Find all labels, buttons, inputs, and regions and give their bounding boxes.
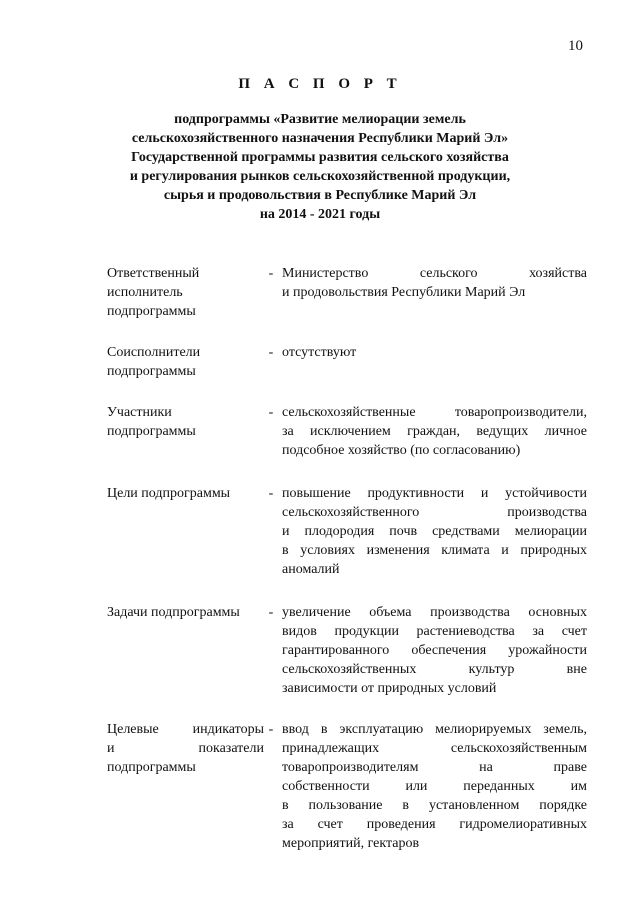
value-line: собственности или переданных им	[282, 779, 587, 794]
passport-row-responsible-executor	[107, 264, 587, 321]
row-label	[107, 264, 264, 321]
label-line: исполнитель	[107, 285, 183, 300]
row-label	[107, 343, 264, 381]
value-line: повышение продуктивности и устойчивости	[282, 486, 587, 501]
value-line: за исключением граждан, ведущих личное	[282, 424, 587, 439]
row-dash: -	[268, 405, 274, 420]
passport-table	[107, 264, 587, 871]
value-line: Министерство сельского хозяйства	[282, 266, 587, 281]
value-line: принадлежащих сельскохозяйственным	[282, 741, 587, 756]
passport-row-tasks	[107, 603, 587, 698]
value-line: сельскохозяйственного производства	[282, 505, 587, 520]
row-value	[278, 484, 587, 579]
label-line: Цели подпрограммы	[107, 486, 231, 501]
row-value	[278, 403, 587, 460]
subtitle-line: сырья и продовольствия в Республике Марий Эл	[163, 188, 477, 203]
row-dash: -	[268, 266, 274, 281]
subtitle-line: и регулирования рынков сельскохозяйственной продукции,	[129, 169, 511, 184]
value-line: мероприятий, гектаров	[282, 836, 420, 851]
row-value	[278, 603, 587, 698]
label-line: Участники	[107, 405, 172, 420]
subtitle-line: Государственной программы развития сельского хозяйства	[131, 150, 509, 165]
value-line: гарантированного обеспечения урожайности	[282, 643, 587, 658]
row-value	[278, 343, 587, 381]
value-line: сельскохозяйственные товаропроизводители,	[282, 405, 587, 420]
label-line: Соисполнители	[107, 345, 201, 360]
label-line: Задачи подпрограммы	[107, 605, 240, 620]
row-dash: -	[268, 722, 274, 737]
value-line: аномалий	[282, 562, 340, 577]
subtitle-line: на 2014 - 2021 годы	[259, 207, 381, 222]
row-value	[278, 720, 587, 853]
page-number: 10	[568, 38, 583, 54]
value-line: ввод в эксплуатацию мелиорируемых земель,	[282, 722, 587, 737]
passport-row-indicators	[107, 720, 587, 853]
value-line: за счет проведения гидромелиоративных	[282, 817, 587, 832]
row-dash: -	[268, 486, 274, 501]
passport-row-participants	[107, 403, 587, 460]
label-line: подпрограммы	[107, 424, 196, 439]
row-label	[107, 720, 264, 853]
label-line: и показатели	[107, 741, 264, 756]
value-line: товаропроизводителям на праве	[282, 760, 587, 775]
passport-row-goals	[107, 484, 587, 579]
value-line: и плодородия почв средствами мелиорации	[282, 524, 587, 539]
value-line: в условиях изменения климата и природных	[282, 543, 587, 558]
value-line: и продовольствия Республики Марий Эл	[282, 285, 526, 300]
label-line: подпрограммы	[107, 364, 196, 379]
document-heading: П А С П О Р Т	[238, 76, 402, 92]
row-label	[107, 403, 264, 460]
value-line: видов продукции растениеводства за счет	[282, 624, 587, 639]
value-line: отсутствуют	[282, 345, 357, 360]
value-line: в пользование в установленном порядке	[282, 798, 587, 813]
value-line: зависимости от природных условий	[282, 681, 497, 696]
row-value	[278, 264, 587, 321]
label-line: Ответственный	[107, 266, 200, 281]
value-line: увеличение объема производства основных	[282, 605, 587, 620]
label-line: подпрограммы	[107, 304, 196, 319]
row-label	[107, 484, 264, 579]
row-label	[107, 603, 264, 698]
label-line: подпрограммы	[107, 760, 196, 775]
passport-row-co-executors	[107, 343, 587, 381]
row-dash: -	[268, 345, 274, 360]
document-subtitle	[90, 110, 550, 224]
subtitle-line: подпрограммы «Развитие мелиорации земель	[174, 112, 466, 127]
subtitle-line: сельскохозяйственного назначения Республики Марий Эл»	[131, 131, 509, 146]
value-line: сельскохозяйственных культур вне	[282, 662, 587, 677]
label-line: Целевые индикаторы	[107, 722, 264, 737]
row-dash: -	[268, 605, 274, 620]
value-line: подсобное хозяйство (по согласованию)	[282, 443, 521, 458]
